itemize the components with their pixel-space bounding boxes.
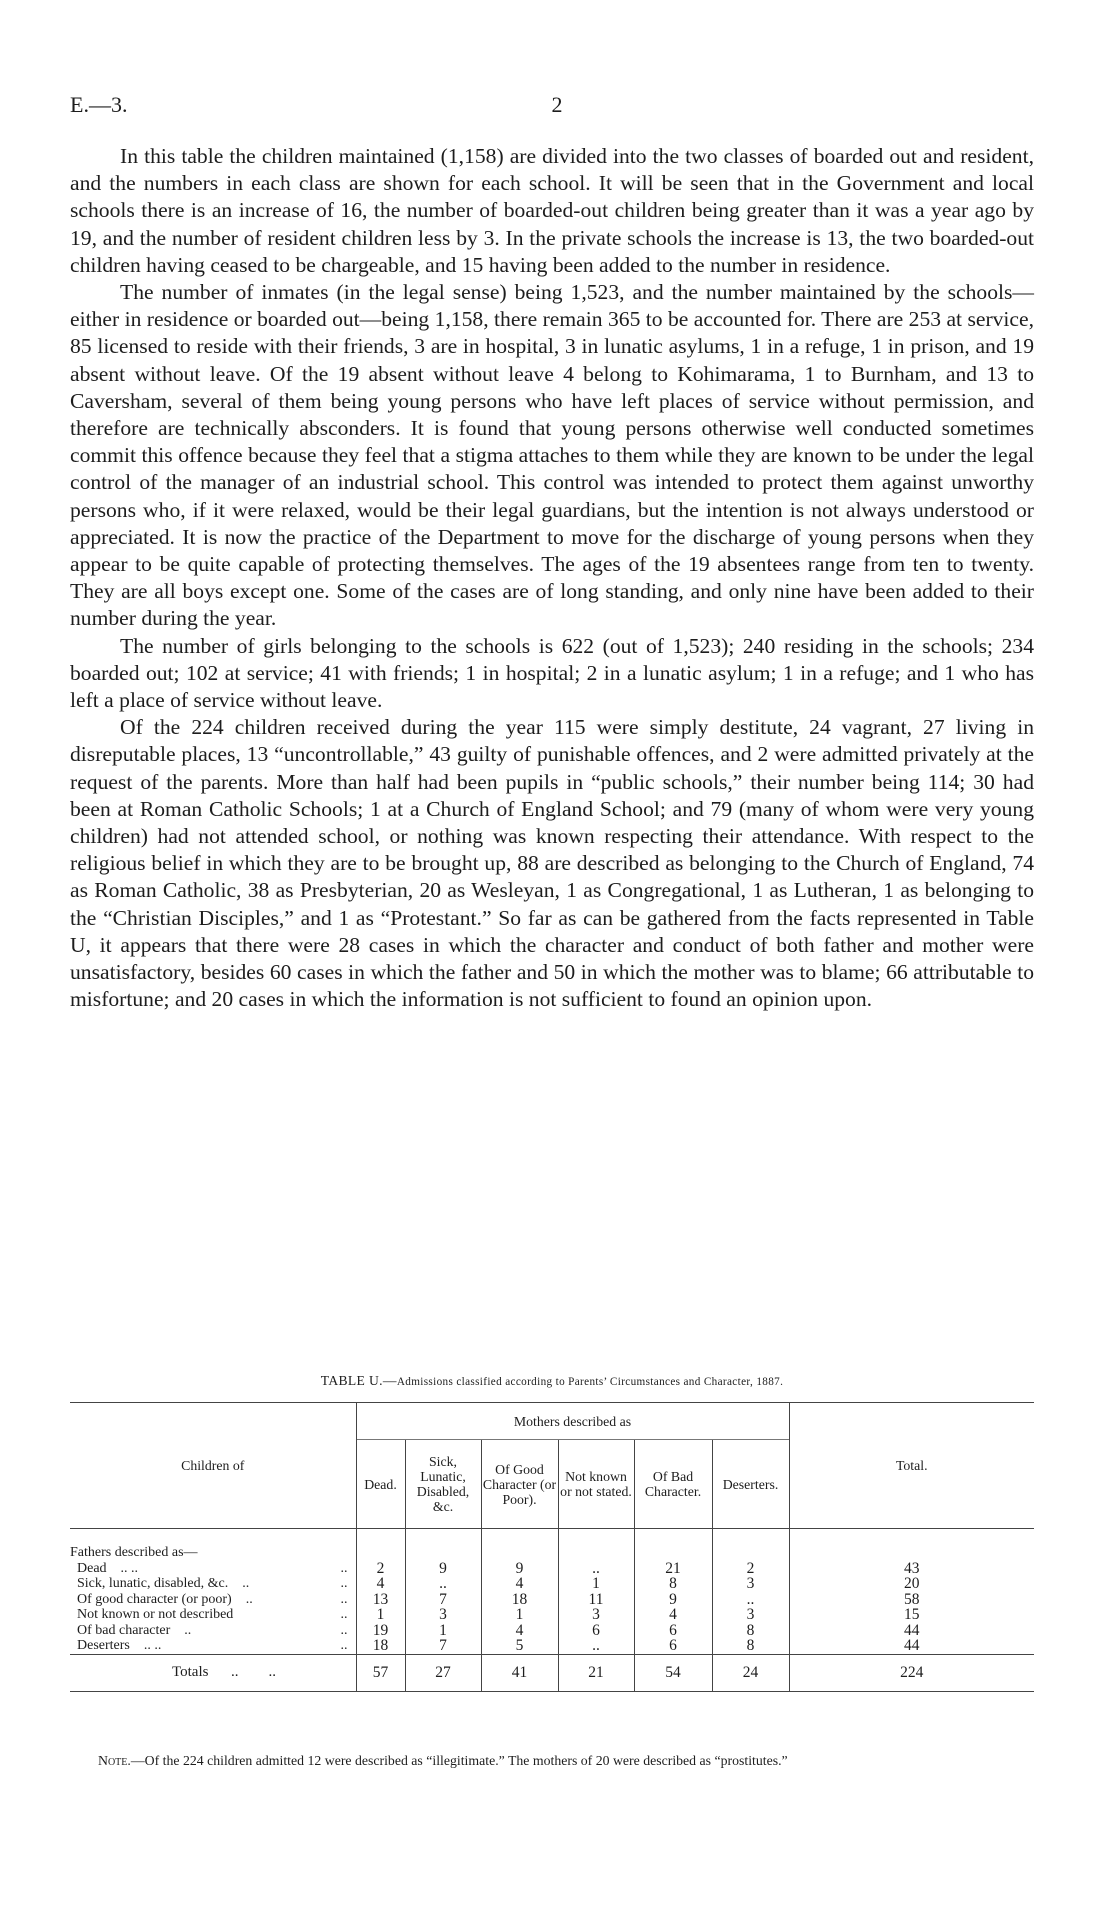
table-title-prefix: TABLE U.— — [320, 1373, 397, 1388]
table-cell: 19 — [356, 1623, 405, 1639]
admissions-table — [70, 1402, 1034, 1692]
table-row — [70, 1607, 1034, 1623]
header-col-not-known: Not known or not stated. — [558, 1440, 634, 1529]
row-total-cell: 15 — [789, 1607, 1034, 1623]
table-cell: 4 — [481, 1576, 558, 1592]
row-label: Of good character (or poor) .. .. — [77, 1591, 348, 1607]
table-cell: 9 — [481, 1561, 558, 1577]
header-mothers-described: Mothers described as — [356, 1403, 789, 1440]
table-cell: 4 — [634, 1607, 712, 1623]
paragraph-inmates-accounted: The number of inmates (in the legal sense) being 1,523, and the number maintained by the schools—either in residence or boarded out—being 1,158, there remain 365 to be accounted for. There are 253 at service, 85 licensed to reside with their friends, 3 are in hospital, 3 in lunatic asylums, 1 in a refuge, 1 in prison, and 19 absent without leave. Of the 19 absent without leave 4 belong to Kohimarama, 1 to Burnham, and 13 to Caversham, several of them being young persons who have left places of service without permission, and therefore are technically absconders. It is found that young persons otherwise well conducted sometimes commit this offence because they feel that a stigma attaches to them while they are known to be under the legal control of the manager of an industrial school. This control was intended to protect them against unworthy persons who, if it were relaxed, would be their legal guardians, but the intention is not always understood or appreciated. It is now the practice of the Department to move for the discharge of young persons when they appear to be quite capable of protecting themselves. The ages of the 19 absentees range from ten to twenty. They are all boys except one. Some of the cases are of long standing, and only nine have been added to their number during the year. — [70, 280, 1034, 631]
row-total-cell: 43 — [789, 1561, 1034, 1577]
paragraph-classes-of-children: In this table the children maintained (1,158) are divided into the two classes of boarded out and resident, and the numbers in each class are shown for each school. It will be seen that in the Government and local schools there is an increase of 16, the number of boarded-out children being greater than it was a year ago by 19, and the number of resident children less by 3. In the private schools the increase is 13, the two boarded-out children having ceased to be chargeable, and 15 having been added to the number in residence. — [70, 144, 1034, 277]
table-data-rows — [70, 1561, 1034, 1655]
totals-label: Totals .. .. — [70, 1654, 356, 1691]
row-total-cell: 58 — [789, 1592, 1034, 1608]
note-label: Note. — [98, 1753, 131, 1768]
header-col-bad-character: Of Bad Character. — [634, 1440, 712, 1529]
table-cell: .. — [558, 1561, 634, 1577]
header-total: Total. — [789, 1403, 1034, 1529]
total-cell: 21 — [558, 1654, 634, 1691]
paragraph-admissions: Of the 224 children received during the year 115 were simply destitute, 24 vagrant, 27 living in disreputable places, 13 “uncontrollable,” 43 guilty of punishable offences, and 2 were admitted privately at the request of the parents. More than half had been pupils in “public schools,” their number being 114; 30 had been at Roman Catholic Schools; 1 at a Church of England School; and 79 (many of whom were very young children) had not attended school, or nothing was known respecting their attendance. With respect to the religious belief in which they are to be brought up, 88 are described as belonging to the Church of England, 74 as Roman Catholic, 38 as Presbyterian, 20 as Wesleyan, 1 as Congregational, 1 as Lutheran, 1 as belonging to the “Christian Disciples,” and 1 as “Protestant.” So far as can be gathered from the facts represented in Table U, it appears that there were 28 cases in which the character and conduct of both father and mother were unsatisfactory, besides 60 cases in which the father and 50 in which the mother was to blame; 66 attributable to misfortune; and 20 cases in which the information is not sufficient to found an opinion upon. — [70, 715, 1034, 1012]
row-label: Of bad character .. .. — [77, 1622, 348, 1638]
header-col-good-character: Of Good Character (or Poor). — [481, 1440, 558, 1529]
table-row — [70, 1576, 1034, 1592]
page-header — [70, 92, 1044, 122]
table-cell: .. — [558, 1638, 634, 1654]
spacer-cell — [70, 1529, 356, 1546]
table-cell: 3 — [712, 1607, 789, 1623]
header-col-sick: Sick, Lunatic, Disabled, &c. — [405, 1440, 481, 1529]
total-cell: 41 — [481, 1654, 558, 1691]
row-label: Sick, lunatic, disabled, &c. .. .. — [77, 1576, 348, 1591]
row-total-cell: 44 — [789, 1638, 1034, 1654]
table-cell: 4 — [481, 1623, 558, 1639]
table-cell: 4 — [356, 1576, 405, 1592]
row-label: Dead .. .. .. — [77, 1560, 348, 1576]
table-cell: 7 — [405, 1592, 481, 1608]
table-cell: 6 — [558, 1623, 634, 1639]
header-col-dead: Dead. — [356, 1440, 405, 1529]
row-total-cell: 20 — [789, 1576, 1034, 1592]
report-reference: E.—3. — [70, 92, 128, 117]
page-number: 2 — [551, 92, 563, 117]
note-text: —Of the 224 children admitted 12 were described as “illegitimate.” The mothers of 20 were described as “prostitutes.” — [130, 1753, 788, 1768]
table-cell: 1 — [405, 1623, 481, 1639]
grand-total-cell: 224 — [789, 1654, 1034, 1691]
table-title-text: Admissions classified according to Parents’ Circumstances and Character, 1887. — [396, 1376, 784, 1388]
row-total-cell: 44 — [789, 1623, 1034, 1639]
table-cell: 9 — [634, 1592, 712, 1608]
header-col-deserters: Deserters. — [712, 1440, 789, 1529]
table-row — [70, 1592, 1034, 1608]
table-cell: 3 — [558, 1607, 634, 1623]
row-label: Deserters .. .. .. — [77, 1638, 348, 1653]
table-row — [70, 1638, 1034, 1654]
table-cell: 6 — [634, 1638, 712, 1654]
table-cell: 8 — [712, 1638, 789, 1654]
table-cell: 8 — [634, 1576, 712, 1592]
table-cell: .. — [405, 1576, 481, 1592]
table-cell: 6 — [634, 1623, 712, 1639]
table-cell: 18 — [356, 1638, 405, 1654]
table-note — [70, 1752, 1034, 1770]
table-cell: 1 — [356, 1607, 405, 1623]
total-cell: 57 — [356, 1654, 405, 1691]
group-label: Fathers described as— — [70, 1545, 198, 1560]
table-cell: 3 — [712, 1576, 789, 1592]
header-children-of: Children of — [70, 1403, 356, 1529]
table-cell: 21 — [634, 1561, 712, 1577]
table-cell: 1 — [481, 1607, 558, 1623]
table-cell: 9 — [405, 1561, 481, 1577]
row-label: Not known or not described .. — [77, 1607, 348, 1622]
table-cell: 18 — [481, 1592, 558, 1608]
paragraph-girls: The number of girls belonging to the schools is 622 (out of 1,523); 240 residing in the schools; 234 boarded out; 102 at service; 41 with friends; 1 in hospital; 2 in a lunatic asylum; 1 in a refuge; and 1 who has left a place of service without leave. — [70, 633, 1034, 713]
table-cell: 11 — [558, 1592, 634, 1608]
table-cell: 1 — [558, 1576, 634, 1592]
table-cell: 3 — [405, 1607, 481, 1623]
total-cell: 24 — [712, 1654, 789, 1691]
table-cell: .. — [712, 1592, 789, 1608]
table-cell: 7 — [405, 1638, 481, 1654]
table-row — [70, 1561, 1034, 1577]
table-cell: 13 — [356, 1592, 405, 1608]
table-cell: 2 — [356, 1561, 405, 1577]
table-cell: 8 — [712, 1623, 789, 1639]
table-title — [70, 1373, 1034, 1389]
totals-row — [70, 1654, 1034, 1691]
total-cell: 27 — [405, 1654, 481, 1691]
total-cell: 54 — [634, 1654, 712, 1691]
table-cell: 5 — [481, 1638, 558, 1654]
report-body — [70, 143, 1034, 1014]
table-cell: 2 — [712, 1561, 789, 1577]
table-row — [70, 1623, 1034, 1639]
